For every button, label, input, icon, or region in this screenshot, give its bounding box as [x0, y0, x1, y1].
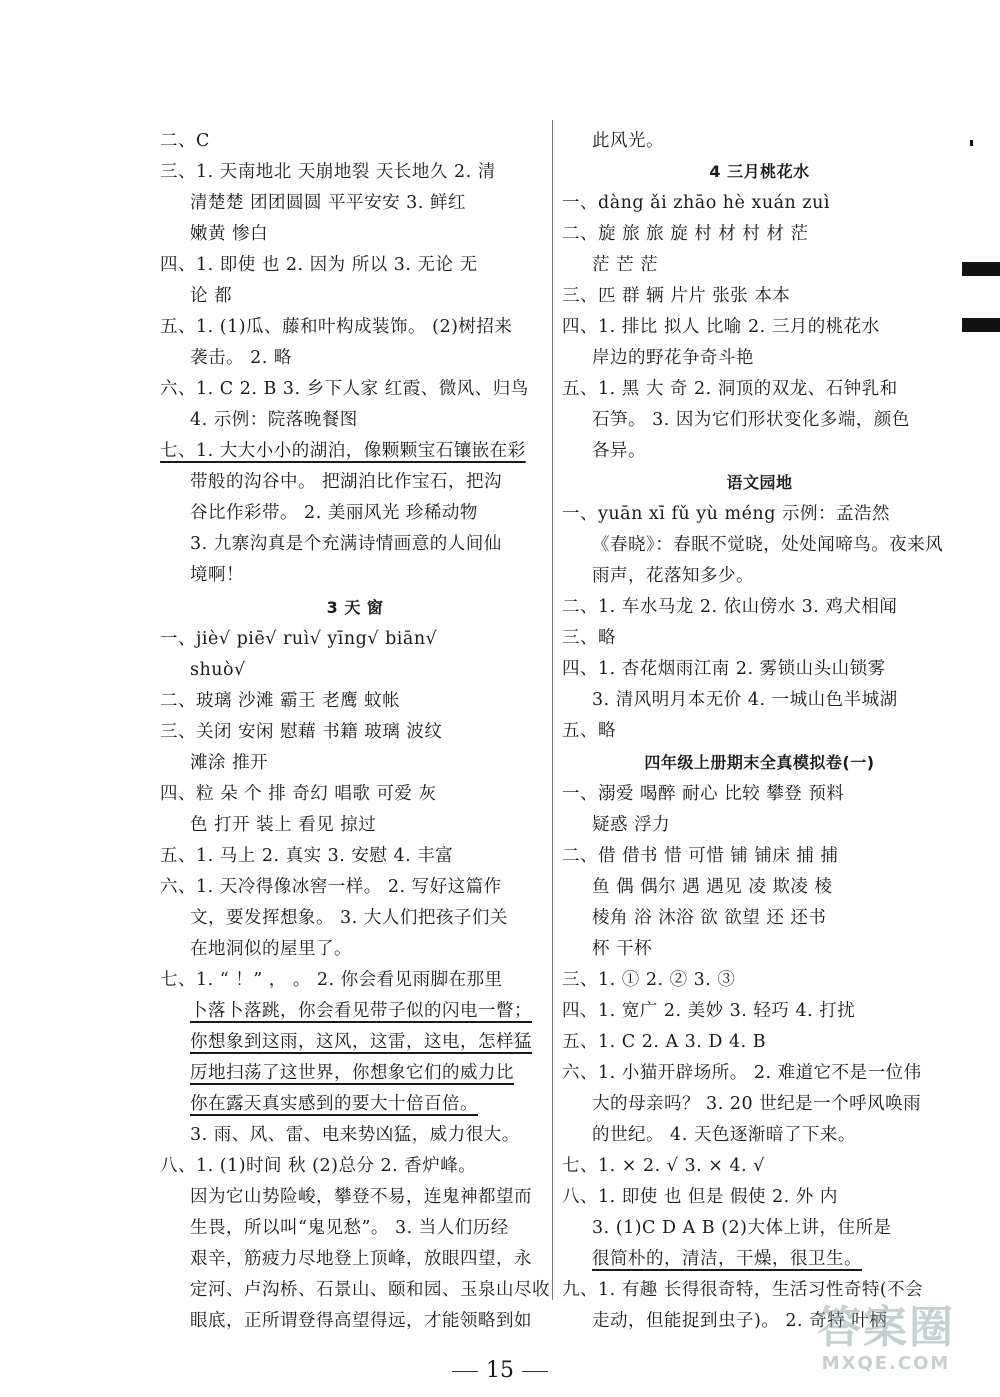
answer-line: 大的母亲吗？ 3. 20 世纪是一个呼风唤雨 — [592, 1094, 922, 1114]
answer-line: 八、1. (1)时间 秋 (2)总分 2. 香炉峰。 — [160, 1156, 477, 1176]
answer-line: 你在露天真实感到的要大十倍百倍。 — [190, 1094, 478, 1114]
answer-line: 生畏，所以叫“鬼见愁”。 3. 当人们历经 — [190, 1218, 509, 1238]
answer-line: 三、关闭 安闲 慰藉 书籍 玻璃 波纹 — [160, 722, 443, 742]
answer-line: 卜落卜落跳，你会看见带子似的闪电一瞥； — [190, 1001, 532, 1021]
watermark-main: 答案圈 — [817, 1302, 955, 1353]
answer-line: 袭击。 2. 略 — [190, 348, 292, 368]
answer-line: 六、1. C 2. B 3. 乡下人家 红霞、微风、归鸟 — [160, 379, 529, 399]
answer-line: 嫩黄 惨白 — [190, 224, 269, 244]
answer-line: 滩涂 推开 — [190, 753, 269, 773]
answer-line: 3. (1)C D A B (2)大体上讲，住所是 — [592, 1218, 892, 1238]
answer-line: 一、溺爱 喝醉 耐心 比较 攀登 预料 — [562, 784, 845, 804]
dash-decoration — [522, 1371, 548, 1372]
answer-line: 的世纪。 4. 天色逐渐暗了下来。 — [592, 1125, 856, 1145]
answer-line: 厉地扫荡了这世界，你想象它们的威力比 — [190, 1063, 514, 1083]
answer-line: 岸边的野花争奇斗艳 — [592, 348, 754, 368]
answer-line: 3. 九寨沟真是个充满诗情画意的人间仙 — [190, 534, 502, 554]
answer-line: 五、1. 黑 大 奇 2. 洞顶的双龙、石钟乳和 — [562, 379, 898, 399]
answer-line: 七、1. × 2. √ 3. × 4. √ — [562, 1156, 765, 1176]
answer-line: shuò√ — [190, 660, 246, 680]
answer-line: 一、dàng ǎi zhāo hè xuán zuì — [562, 193, 830, 213]
dash-decoration — [452, 1371, 478, 1372]
answer-line: 艰辛，筋疲力尽地登上顶峰，放眼四望，永 — [190, 1249, 532, 1269]
watermark-logo — [786, 1303, 986, 1383]
answer-line: 带般的沟谷中。 把湖泊比作宝石，把沟 — [190, 472, 503, 492]
watermark-sub: MXQE.COM — [821, 1353, 951, 1374]
answer-line: 一、jiè√ piē√ ruì√ yīng√ biān√ — [160, 629, 438, 649]
answer-line: 二、旋 旅 旅 旋 村 材 村 材 茫 — [562, 224, 809, 244]
answer-line: 在地洞似的屋里了。 — [190, 939, 352, 959]
answer-line: 因为它山势险峻，攀登不易，连鬼神都望而 — [190, 1187, 532, 1207]
answer-line: 四、1. 宽广 2. 美妙 3. 轻巧 4. 打扰 — [562, 1001, 856, 1021]
answer-line: 《春晓》：春眠不觉晓，处处闻啼鸟。夜来风 — [592, 535, 944, 555]
page-number-text: 15 — [486, 1358, 514, 1383]
answer-line: 二、借 借书 惜 可惜 铺 铺床 捕 捕 — [562, 846, 839, 866]
answer-line: 茫 芒 茫 — [592, 255, 659, 275]
answer-line: 八、1. 即使 也 但是 假使 2. 外 内 — [562, 1187, 838, 1207]
answer-line: 二、玻璃 沙滩 霸王 老鹰 蚊帐 — [160, 691, 401, 711]
answer-line: 一、yuān xī fǔ yù méng 示例：孟浩然 — [562, 504, 890, 524]
answer-line: 六、1. 天冷得像冰窖一样。 2. 写好这篇作 — [160, 877, 502, 897]
answer-line: 三、1. 天南地北 天崩地裂 天长地久 2. 清 — [160, 162, 496, 182]
answer-line: 四、1. 排比 拟人 比喻 2. 三月的桃花水 — [562, 317, 880, 337]
answer-line: 4. 示例：院落晚餐图 — [190, 410, 358, 430]
answer-line: 三、略 — [562, 628, 616, 648]
answer-line: 七、1. 大大小小的湖泊，像颗颗宝石镶嵌在彩 — [160, 441, 526, 461]
answer-line: 四、1. 即使 也 2. 因为 所以 3. 无论 无 — [160, 255, 478, 275]
section-heading: 3 天 窗 — [326, 598, 384, 617]
answer-line: 五、略 — [562, 721, 616, 741]
margin-mark — [962, 318, 1000, 332]
answer-line: 七、1. “ ！” ， 。 2. 你会看见雨脚在那里 — [160, 970, 503, 990]
answer-line: 四、粒 朵 个 排 奇幻 唱歌 可爱 灰 — [160, 784, 437, 804]
answer-line: 你想象到这雨，这风，这雷，这电，怎样猛 — [190, 1032, 532, 1052]
section-heading: 四年级上册期末全真模拟卷(一) — [644, 753, 875, 772]
section-heading: 4 三月桃花水 — [709, 162, 810, 181]
margin-mark — [970, 140, 973, 146]
answer-line: 三、匹 群 辆 片片 张张 本本 — [562, 286, 791, 306]
answer-line: 六、1. 小猫开辟场所。 2. 难道它不是一位伟 — [562, 1063, 922, 1083]
answer-line: 五、1. (1)瓜、藤和叶构成装饰。 (2)树招来 — [160, 317, 513, 337]
column-divider — [552, 120, 553, 1300]
answer-line: 论 都 — [190, 286, 233, 306]
answer-line: 二、1. 车水马龙 2. 依山傍水 3. 鸡犬相闻 — [562, 597, 898, 617]
answer-line: 三、1. ① 2. ② 3. ③ — [562, 970, 736, 990]
answer-line: 九、1. 有趣 长得很奇特，生活习性奇特(不会 — [562, 1280, 924, 1300]
answer-line: 谷比作彩带。 2. 美丽风光 珍稀动物 — [190, 503, 478, 523]
answer-line: 3. 清风明月本无价 4. 一城山色半城湖 — [592, 690, 898, 710]
answer-line: 二、C — [160, 131, 210, 151]
answer-line: 五、1. C 2. A 3. D 4. B — [562, 1032, 767, 1052]
answer-line: 清楚楚 团团圆圆 平平安安 3. 鲜红 — [190, 193, 466, 213]
margin-mark — [962, 262, 1000, 276]
section-heading: 语文园地 — [726, 473, 793, 492]
answer-line: 很简朴的，清洁，干燥，很卫生。 — [592, 1249, 862, 1269]
answer-line: 棱角 浴 沐浴 欲 欲望 还 还书 — [592, 908, 827, 928]
answer-line: 色 打开 装上 看见 掠过 — [190, 815, 377, 835]
answer-line: 眼底，正所谓登得高望得远，才能领略到如 — [190, 1311, 532, 1331]
answer-line: 3. 雨、风、雷、电来势凶猛，威力很大。 — [190, 1125, 520, 1145]
answer-line: 雨声，花落知多少。 — [592, 566, 754, 586]
answer-line: 境啊！ — [190, 565, 244, 585]
answer-line: 走动，但能捉到虫子)。 2. 奇特 叶柄 — [592, 1311, 888, 1331]
answer-line: 各异。 — [592, 441, 646, 461]
answer-line: 文，要发挥想象。 3. 大人们把孩子们关 — [190, 908, 508, 928]
answer-line: 定河、卢沟桥、石景山、颐和园、玉泉山尽收 — [190, 1280, 550, 1300]
answer-line: 石笋。 3. 因为它们形状变化多端，颜色 — [592, 410, 910, 430]
answer-line: 五、1. 马上 2. 真实 3. 安慰 4. 丰富 — [160, 846, 454, 866]
answer-line: 疑惑 浮力 — [592, 815, 671, 835]
answer-line: 此风光。 — [592, 131, 664, 151]
answer-line: 四、1. 杏花烟雨江南 2. 雾锁山头山锁雾 — [562, 659, 886, 679]
answer-line: 鱼 偶 偶尔 遇 遇见 凌 欺凌 棱 — [592, 877, 833, 897]
answer-line: 杯 干杯 — [592, 939, 653, 959]
